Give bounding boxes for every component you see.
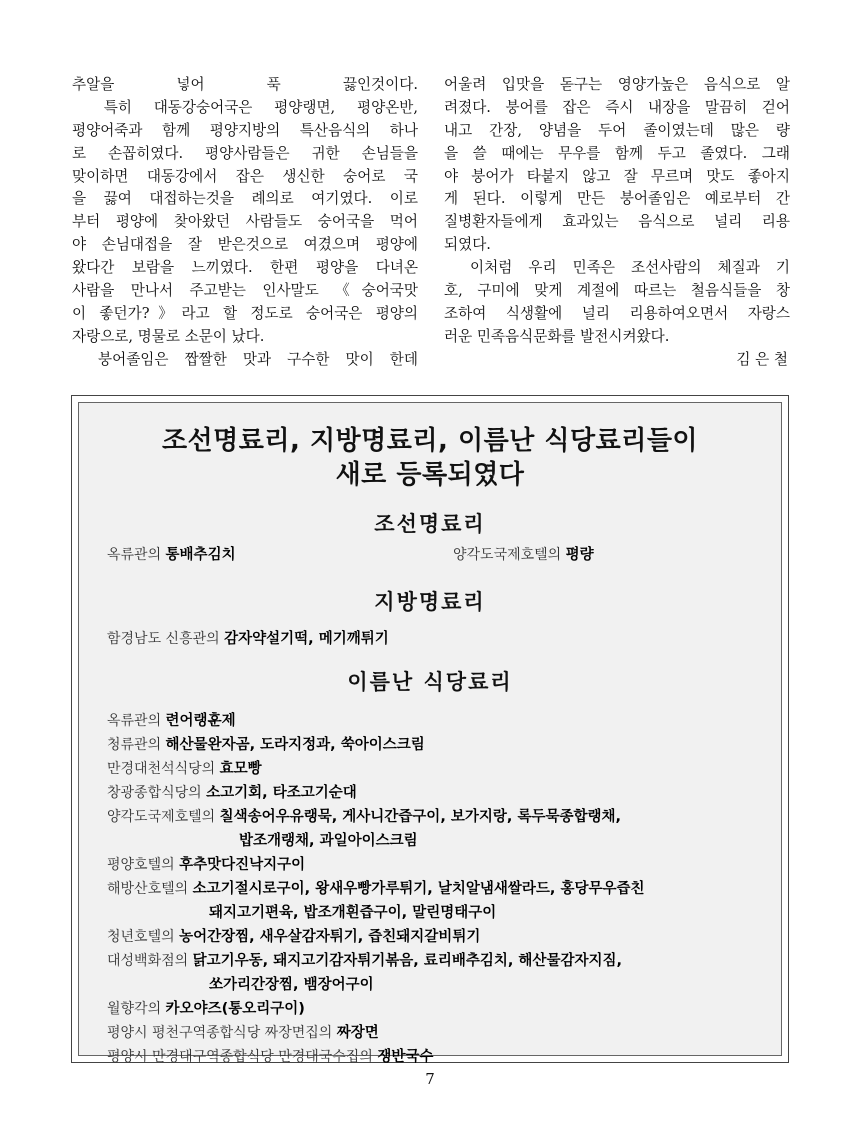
entry-place: 만경대천석식당의 xyxy=(107,761,220,777)
article-line: 야 손님대접을 잘 받은것으로 여겼으며 평양에 xyxy=(72,236,418,254)
dish-entry xyxy=(107,807,621,827)
section-heading-regional: 지방명료리 xyxy=(374,589,486,614)
section-heading-restaurants: 이름난 식당료리 xyxy=(347,669,513,694)
article-line: 호, 구미에 맞게 계절에 따르는 철음식들을 창 xyxy=(444,282,790,300)
entry-dish: 후추맛다진낙지구이 xyxy=(179,857,306,873)
dish-entry xyxy=(107,629,389,649)
entry-place: 함경남도 신흥관의 xyxy=(107,631,225,647)
article-line: 부터 평양에 찾아왔던 사람들도 숭어국을 먹어 xyxy=(72,213,418,231)
entry-dish: 소고기절시로구이, 왕새우빵가루튀기, 날치알냄새쌀라드, 홍당무우즙친 xyxy=(192,881,645,897)
entry-dish-continued: 돼지고기편육, 밥조개흰즙구이, 말린명태구이 xyxy=(209,905,497,921)
entry-place: 평양호텔의 xyxy=(107,857,180,873)
entry-dish: 평량 xyxy=(565,547,594,563)
dish-entry xyxy=(107,999,305,1019)
entry-place: 청년호텔의 xyxy=(107,929,180,945)
page-number: 7 xyxy=(425,1070,435,1088)
dish-entry xyxy=(107,759,262,779)
entry-place: 대성백화점의 xyxy=(107,953,193,969)
article-left-column xyxy=(72,74,418,372)
entry-dish: 칠색송어우유랭묵, 게사니간즙구이, 보가지랑, 록두묵종합랭채, xyxy=(219,809,622,825)
dish-entry xyxy=(107,735,425,755)
article-line: 질병환자들에게 효과있는 음식으로 널리 리용 xyxy=(444,213,790,231)
dish-entry xyxy=(107,1023,379,1043)
article-line: 맞이하면 대동강에서 잡은 생신한 숭어로 국 xyxy=(72,167,418,185)
article-body xyxy=(72,74,790,380)
article-line: 게 된다. 이렇게 만든 붕어졸임은 예로부터 간 xyxy=(444,190,790,208)
article-line: 로 손꼽히였다. 평양사람들은 귀한 손님들을 xyxy=(72,144,418,162)
dish-entry xyxy=(107,1047,433,1067)
registered-dishes-box xyxy=(71,395,789,1063)
entry-place: 옥류관의 xyxy=(107,547,166,563)
article-right-column xyxy=(444,74,790,372)
entry-place: 양각도국제호텔의 xyxy=(453,547,566,563)
article-line: 이처럼 우리 민족은 조선사람의 체질과 기 xyxy=(444,259,790,277)
dish-entry xyxy=(107,545,236,565)
entry-place: 해방산호텔의 xyxy=(107,881,193,897)
box-title-line-2: 새로 등록되였다 xyxy=(335,460,525,490)
entry-dish: 소고기회, 타조고기순대 xyxy=(206,785,357,801)
entry-dish: 련어랭훈제 xyxy=(165,713,236,729)
entry-dish-continued: 밥조개랭채, 과일아이스크림 xyxy=(239,833,418,849)
dish-entry xyxy=(107,783,357,803)
article-line: 려졌다. 붕어를 잡은 즉시 내장을 말끔히 걷어 xyxy=(444,98,790,116)
dish-entry xyxy=(107,951,622,971)
entry-place: 평양시 평천구역종합식당 짜장면집의 xyxy=(107,1025,337,1041)
registered-dishes-panel xyxy=(78,402,782,1065)
entry-place: 양각도국제호텔의 xyxy=(107,809,220,825)
article-line: 추알을 넣어 푹 끓인것이다. xyxy=(72,76,418,93)
section-heading-national: 조선명료리 xyxy=(374,511,486,536)
entry-place: 청류관의 xyxy=(107,737,166,753)
article-line: 평양어죽과 함께 평양지방의 특산음식의 하나 xyxy=(72,121,418,139)
article-line: 을 쓸 때에는 무우를 함께 두고 졸였다. 그래 xyxy=(444,144,790,162)
box-title-line-1: 조선명료리, 지방명료리, 이름난 식당료리들이 xyxy=(161,426,699,456)
entry-place: 옥류관의 xyxy=(107,713,166,729)
article-author: 김 은 철 xyxy=(736,350,788,368)
dish-entry xyxy=(107,927,480,947)
article-line: 어울려 입맛을 돋구는 영양가높은 음식으로 알 xyxy=(444,76,790,93)
article-line: 내고 간장, 양념을 두어 졸이였는데 많은 량 xyxy=(444,121,790,139)
entry-dish: 카오야즈(통오리구이) xyxy=(165,1001,305,1017)
article-line: 왔다간 보람을 느끼였다. 한편 평양을 다녀온 xyxy=(72,259,418,277)
article-line: 사람을 만나서 주고받는 인사말도 《숭어국맛 xyxy=(72,282,418,300)
entry-dish: 농어간장찜, 새우살감자튀기, 즙친돼지갈비튀기 xyxy=(179,929,481,945)
dish-entry xyxy=(453,545,594,565)
entry-dish: 닭고기우동, 돼지고기감자튀기볶음, 료리배추김치, 해산물감자지짐, xyxy=(192,953,622,969)
entry-dish: 해산물완자곰, 도라지정과, 쑥아이스크림 xyxy=(165,737,425,753)
entry-dish-continued: 쏘가리간장찜, 뱀장어구이 xyxy=(209,977,374,993)
entry-dish: 쟁반국수 xyxy=(377,1049,434,1065)
dish-entry xyxy=(107,711,236,731)
entry-place: 평양시 만경대구역종합식당 만경대국수집의 xyxy=(107,1049,378,1065)
article-line: 특히 대동강숭어국은 평양랭면, 평양온반, xyxy=(72,98,418,116)
entry-dish: 통배추김치 xyxy=(165,547,236,563)
entry-place: 창광종합식당의 xyxy=(107,785,207,801)
dish-entry xyxy=(107,879,645,899)
article-line: 야 붕어가 타붙지 않고 잘 무르며 맛도 좋아지 xyxy=(444,167,790,185)
entry-dish: 효모빵 xyxy=(219,761,262,777)
dish-entry xyxy=(107,855,305,875)
entry-dish: 감자약설기떡, 메기깨튀기 xyxy=(224,631,389,647)
article-line: 붕어졸임은 짭짤한 맛과 구수한 맛이 한데 xyxy=(72,350,418,368)
entry-dish: 짜장면 xyxy=(336,1025,379,1041)
article-line: 자랑으로, 명물로 소문이 났다. xyxy=(72,327,265,345)
article-line: 이 좋던가?》라고 할 정도로 숭어국은 평양의 xyxy=(72,304,418,322)
article-line: 되였다. xyxy=(444,236,491,254)
entry-place: 월향각의 xyxy=(107,1001,166,1017)
article-line: 을 끓여 대접하는것을 례의로 여기였다. 이로 xyxy=(72,190,418,208)
article-line: 러운 민족음식문화를 발전시켜왔다. xyxy=(444,327,670,345)
article-line: 조하여 식생활에 널리 리용하여오면서 자랑스 xyxy=(444,304,790,322)
